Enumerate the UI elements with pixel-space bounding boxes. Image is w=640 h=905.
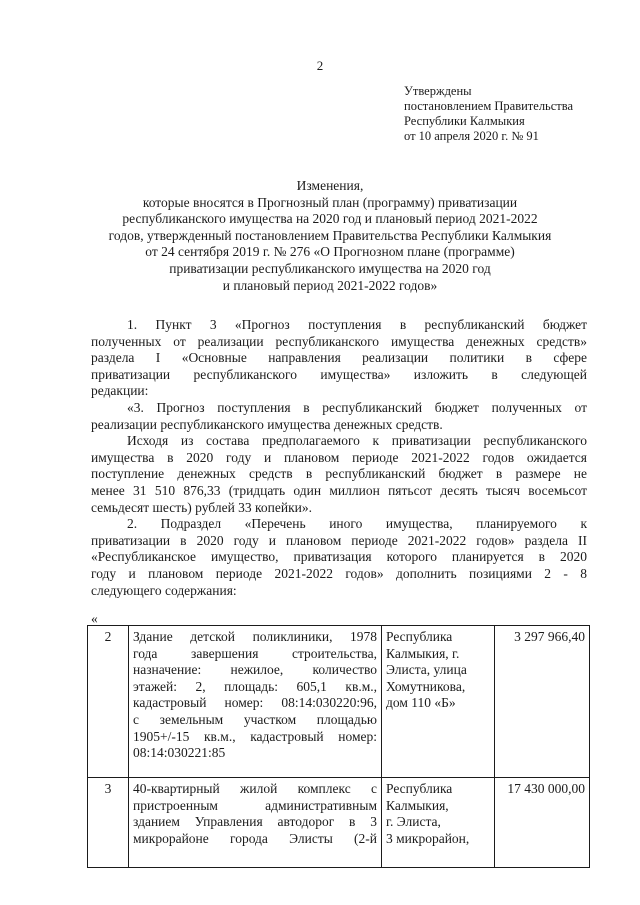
row-price: 17 430 000,00 bbox=[495, 778, 590, 868]
text-line: приватизации в 2020 году и плановом периоде 2021-2022 годов» раздела II bbox=[91, 532, 587, 548]
text-line: «Республиканское имущество, приватизация которого планируется в 2020 bbox=[91, 549, 587, 565]
row-address bbox=[382, 626, 495, 778]
cell-line: Хомутникова, bbox=[386, 678, 466, 694]
text-line: реализации республиканского имущества денежных средств. bbox=[91, 416, 443, 432]
cell-line: пристроенным административным bbox=[133, 797, 377, 813]
page-number: 2 bbox=[316, 58, 324, 73]
text-line: раздела I «Основные направления реализации политики в сфере bbox=[91, 350, 587, 366]
cell-line: Республика bbox=[386, 781, 453, 796]
text-line: году и плановом периоде 2021-2022 годов» дополнить позициями 2 - 8 bbox=[91, 565, 587, 581]
text-line: поступление денежных средств в республиканский бюджет в размере не bbox=[91, 466, 587, 482]
row-description bbox=[129, 778, 382, 868]
paragraph-2 bbox=[91, 400, 587, 433]
cell-line: 1905+/-15 кв.м., кадастровый номер: bbox=[133, 728, 377, 744]
title-line: годов, утвержденный постановлением Правительства Республики Калмыкия bbox=[108, 227, 552, 243]
title-line: и плановый период 2021-2022 годов» bbox=[222, 277, 438, 293]
cell-line: кадастровый номер: 08:14:030220:96, bbox=[133, 695, 377, 711]
approval-line: от 10 апреля 2020 г. № 91 bbox=[404, 129, 539, 143]
cell-line: дом 110 «Б» bbox=[386, 695, 456, 711]
document-title bbox=[70, 178, 590, 294]
positions-table bbox=[87, 625, 590, 868]
text-line: редакции: bbox=[91, 383, 149, 399]
cell-line: назначение: нежилое, количество bbox=[133, 662, 377, 678]
paragraph-4 bbox=[91, 516, 587, 599]
document-body bbox=[91, 317, 587, 599]
cell-line: этажей: 2, площадь: 605,1 кв.м., bbox=[133, 678, 377, 694]
row-number: 3 bbox=[88, 778, 129, 868]
cell-line: 08:14:030221:85 bbox=[133, 745, 226, 761]
title-line: Изменения, bbox=[296, 178, 364, 193]
text-line: имущества в 2020 году и плановом периоде 2021-2022 годов ожидается bbox=[91, 449, 587, 465]
approval-line: Утверждены bbox=[404, 84, 472, 98]
row-number: 2 bbox=[88, 626, 129, 778]
cell-line: Республика bbox=[386, 629, 453, 644]
paragraph-1 bbox=[91, 317, 587, 400]
text-line: следующего содержания: bbox=[91, 582, 237, 598]
row-address bbox=[382, 778, 495, 868]
title-line: республиканского имущества на 2020 год и плановый период 2021-2022 bbox=[122, 211, 538, 227]
text-line: приватизации республиканского имущества» изложить в следующей bbox=[91, 366, 587, 382]
cell-line: Элиста, улица bbox=[386, 662, 467, 678]
text-line: семьдесят шесть) рублей 33 копейки». bbox=[91, 499, 313, 515]
cell-line: г. Элиста, bbox=[386, 814, 441, 830]
paragraph-3 bbox=[91, 433, 587, 516]
text-line: «3. Прогноз поступления в республиканский бюджет полученных от bbox=[127, 399, 587, 415]
cell-line: микрорайоне города Элисты (2-й bbox=[133, 830, 377, 846]
cell-line: года завершения строительства, bbox=[133, 645, 377, 661]
title-line: приватизации республиканского имущества на 2020 год bbox=[169, 260, 491, 276]
approval-line: постановлением Правительства bbox=[404, 99, 574, 113]
text-line: 1. Пункт 3 «Прогноз поступления в республиканский бюджет bbox=[127, 317, 587, 332]
title-line: от 24 сентября 2019 г. № 276 «О Прогнозном плане (программе) bbox=[145, 244, 515, 260]
cell-line: зданием Управления автодорог в 3 bbox=[133, 814, 377, 830]
cell-line: Калмыкия, г. bbox=[386, 645, 460, 661]
quote-mark: « bbox=[91, 611, 98, 626]
table-row bbox=[88, 778, 590, 868]
row-description bbox=[129, 626, 382, 778]
table-row bbox=[88, 626, 590, 778]
row-price: 3 297 966,40 bbox=[495, 626, 590, 778]
cell-line: 40-квартирный жилой комплекс с bbox=[133, 781, 377, 796]
title-line: которые вносятся в Прогнозный план (программу) приватизации bbox=[142, 194, 518, 210]
cell-line: 3 микрорайон, bbox=[386, 830, 470, 846]
approval-stamp bbox=[404, 84, 573, 144]
text-line: менее 31 510 876,33 (тридцать один миллион пятьсот десять тысяч восемьсот bbox=[91, 482, 587, 498]
cell-line: Калмыкия, bbox=[386, 797, 449, 813]
approval-line: Республики Калмыкия bbox=[404, 114, 525, 128]
cell-line: Здание детской поликлиники, 1978 bbox=[133, 629, 377, 644]
text-line: 2. Подраздел «Перечень иного имущества, планируемого к bbox=[127, 516, 587, 532]
text-line: полученных от реализации республиканского имущества денежных средств» bbox=[91, 333, 587, 349]
cell-line: с земельным участком площадью bbox=[133, 711, 377, 727]
text-line: Исходя из состава предполагаемого к приватизации республиканского bbox=[127, 433, 587, 449]
